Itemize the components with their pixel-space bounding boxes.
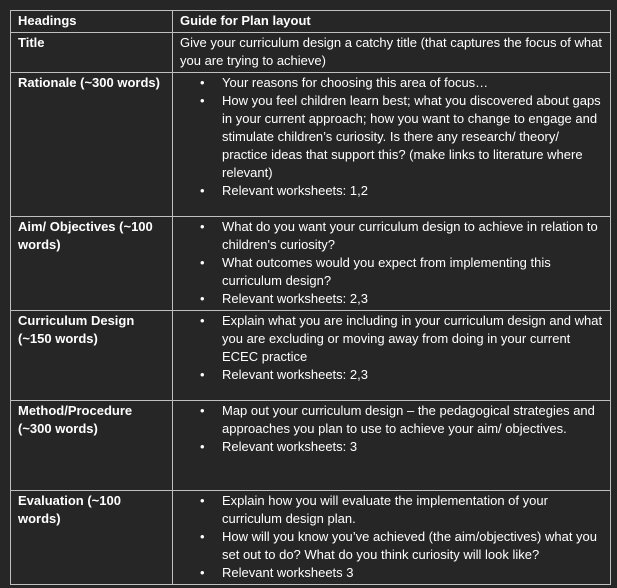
row-heading: Title	[11, 33, 173, 73]
row-guide	[173, 217, 611, 311]
bullet-list	[180, 312, 604, 384]
row-heading: Curriculum Design (~150 words)	[11, 311, 173, 401]
bullet-list	[180, 402, 604, 456]
table-row-aim-objectives	[11, 217, 611, 311]
list-item: • Relevant worksheets 3	[180, 564, 604, 582]
table-row-title	[11, 33, 611, 73]
list-item: • Relevant worksheets: 1,2	[180, 182, 604, 200]
list-item: • How you feel children learn best; what you discovered about gaps in your current approach; how you want to change to engage and stimulate children’s curiosity. Is there any research/ theory/ practice ideas that support this? (make links to literature where relevant)	[180, 92, 604, 182]
row-guide-text: Give your curriculum design a catchy title (that captures the focus of what you are trying to achieve)	[173, 33, 611, 73]
list-item: • What outcomes would you expect from implementing this curriculum design?	[180, 254, 604, 290]
table-row-rationale	[11, 73, 611, 217]
list-item: • Map out your curriculum design – the pedagogical strategies and approaches you plan to use to achieve your aim/ objectives.	[180, 402, 604, 438]
row-guide	[173, 401, 611, 491]
row-heading: Method/Procedure (~300 words)	[11, 401, 173, 491]
table-header-row	[11, 11, 611, 33]
table-row-curriculum-design	[11, 311, 611, 401]
list-item: • Relevant worksheets: 2,3	[180, 366, 604, 384]
row-heading: Rationale (~300 words)	[11, 73, 173, 217]
list-item: • Explain what you are including in your curriculum design and what you are excluding or moving away from doing in your current ECEC practice	[180, 312, 604, 366]
list-item: • Your reasons for choosing this area of focus…	[180, 74, 604, 92]
row-guide	[173, 73, 611, 217]
bullet-list	[180, 492, 604, 582]
header-headings: Headings	[11, 11, 173, 33]
table-row-evaluation	[11, 491, 611, 585]
list-item: • Relevant worksheets: 2,3	[180, 290, 604, 308]
table-row-method-procedure	[11, 401, 611, 491]
plan-layout-table	[10, 10, 611, 585]
list-item: • Explain how you will evaluate the implementation of your curriculum design plan.	[180, 492, 604, 528]
bullet-list	[180, 218, 604, 308]
list-item: • How will you know you’ve achieved (the aim/objectives) what you set out to do? What do you think curiosity will look like?	[180, 528, 604, 564]
row-heading: Evaluation (~100 words)	[11, 491, 173, 585]
list-item: • Relevant worksheets: 3	[180, 438, 604, 456]
row-heading: Aim/ Objectives (~100 words)	[11, 217, 173, 311]
header-guide: Guide for Plan layout	[173, 11, 611, 33]
row-guide	[173, 311, 611, 401]
bullet-list	[180, 74, 604, 200]
list-item: • What do you want your curriculum design to achieve in relation to children's curiosity?	[180, 218, 604, 254]
row-guide	[173, 491, 611, 585]
